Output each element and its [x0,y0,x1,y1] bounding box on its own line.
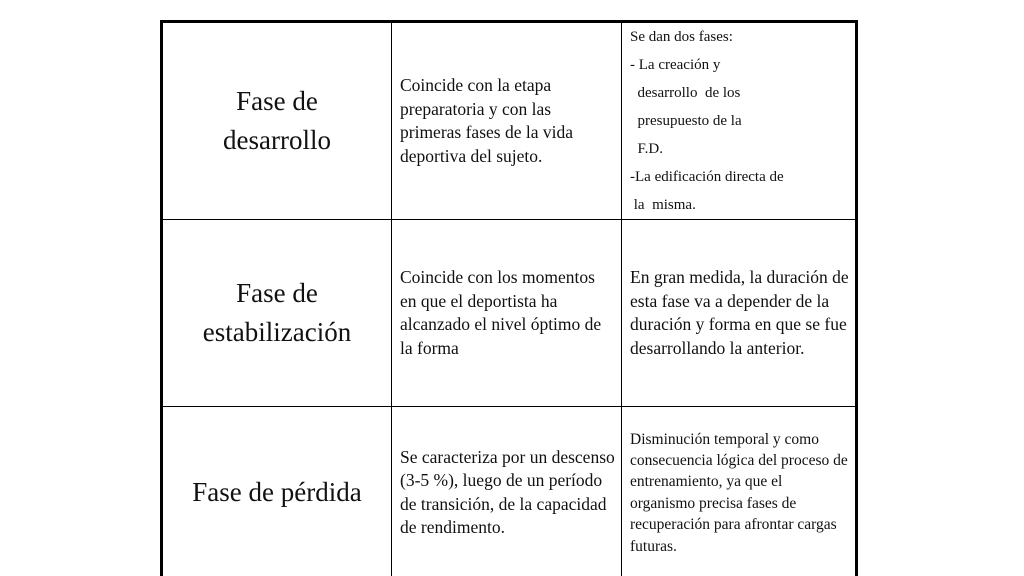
phase-name-line: Fase de pérdida [192,477,362,508]
details-cell: Disminución temporal y como consecuencia lógica del proceso de entrenamiento, ya que el organismo precisa fases de recuperación para afrontar cargas futuras. [622,407,857,576]
details-line: F.D. [630,141,663,158]
description-cell: Se caracteriza por un descenso (3-5 %), luego de un período de transición, de la capacidad de rendimento. [392,407,622,576]
details-line: desarrollo de los [630,85,741,102]
details-line: la misma. [630,197,696,214]
description-cell: Coincide con la etapa preparatoria y con las primeras fases de la vida deportiva del sujeto. [392,22,622,220]
details-line: presupuesto de la [630,113,742,130]
details-cell: En gran medida, la duración de esta fase va a depender de la duración y forma en que se fue desarrollando la anterior. [622,220,857,407]
phase-name-line: Fase de [236,278,318,309]
phases-table [160,20,858,576]
phase-name-line: Fase de [236,86,318,117]
table-row-estabilizacion [162,220,857,407]
table-row-perdida [162,407,857,576]
description-cell: Coincide con los momentos en que el deportista ha alcanzado el nivel óptimo de la forma [392,220,622,407]
details-line: Se dan dos fases: [630,29,733,45]
phase-name-cell [162,22,392,220]
phase-name-cell [162,220,392,407]
details-line: - La creación y [630,57,721,74]
details-cell [622,22,857,220]
details-line: -La edificación directa de [630,169,784,186]
phase-name-line: desarrollo [223,125,331,156]
phase-name-cell [162,407,392,576]
phase-name-line: estabilización [202,317,352,348]
details-list [630,23,849,219]
table-row-desarrollo [162,22,857,220]
